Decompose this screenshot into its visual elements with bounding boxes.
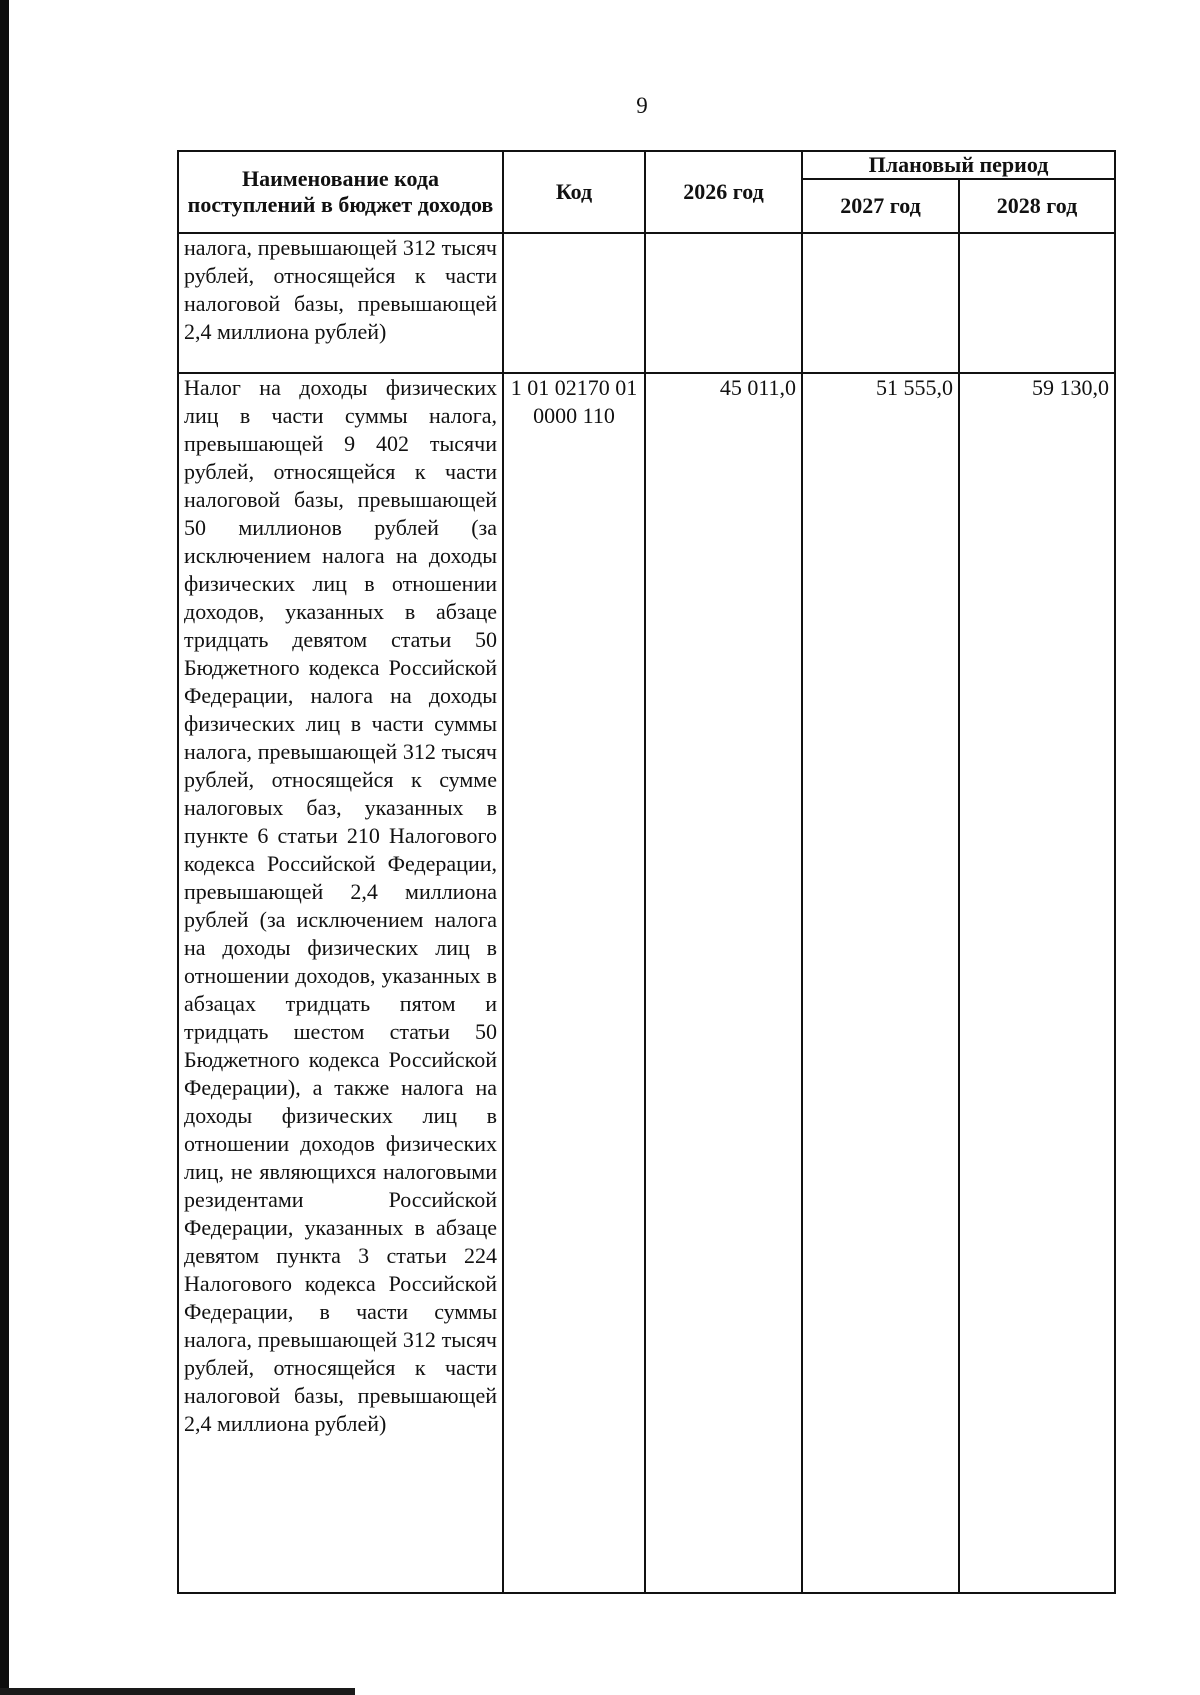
row-2026-cell xyxy=(645,233,802,373)
revenue-table xyxy=(177,150,1116,1594)
row-name-cell: Налог на доходы физических лиц в части суммы налога, превышающей 9 402 тысячи рублей, относящейся к части налоговой базы, превышающей 50 миллионов рублей (за исключением налога на доходы физических лиц в отношении доходов, указанных в абзаце тридцать девятом статьи 50 Бюджетного кодекса Российской Федерации, налога на доходы физических лиц в части суммы налога, превышающей 312 тысяч рублей, относящейся к сумме налоговых баз, указанных в пункте 6 статьи 210 Налогового кодекса Российской Федерации, превышающей 2,4 миллиона рублей (за исключением налога на доходы физических лиц в отношении доходов, указанных в абзацах тридцать пятом и тридцать шестом статьи 50 Бюджетного кодекса Российской Федерации), а также налога на доходы физических лиц в отношении доходов физических лиц, не являющихся налоговыми резидентами Российской Федерации, указанных в абзаце девятом пункта 3 статьи 224 Налогового кодекса Российской Федерации, в части суммы налога, превышающей 312 тысяч рублей, относящейся к части налоговой базы, превышающей 2,4 миллиона рублей) xyxy=(178,373,503,1593)
table-row xyxy=(178,373,1115,1593)
row-2028-cell: 59 130,0 xyxy=(959,373,1115,1593)
header-2027: 2027 год xyxy=(802,179,959,233)
header-2028: 2028 год xyxy=(959,179,1115,233)
row-code-cell xyxy=(503,233,645,373)
header-2026: 2026 год xyxy=(645,151,802,233)
header-name: Наименование кода поступлений в бюджет доходов xyxy=(178,151,503,233)
scan-edge-bottom xyxy=(0,1688,355,1695)
table-row xyxy=(178,233,1115,373)
header-planning-period: Плановый период xyxy=(802,151,1115,179)
header-code: Код xyxy=(503,151,645,233)
table-header xyxy=(178,151,1115,233)
page-number: 9 xyxy=(636,93,648,118)
row-2027-cell xyxy=(802,233,959,373)
row-code-cell: 1 01 02170 01 0000 110 xyxy=(503,373,645,1593)
row-2026-cell: 45 011,0 xyxy=(645,373,802,1593)
row-2027-cell: 51 555,0 xyxy=(802,373,959,1593)
row-name-cell: налога, превышающей 312 тысяч рублей, относящейся к части налоговой базы, превышающей 2,4 миллиона рублей) xyxy=(178,233,503,373)
row-2028-cell xyxy=(959,233,1115,373)
scan-edge-left xyxy=(0,0,9,1695)
